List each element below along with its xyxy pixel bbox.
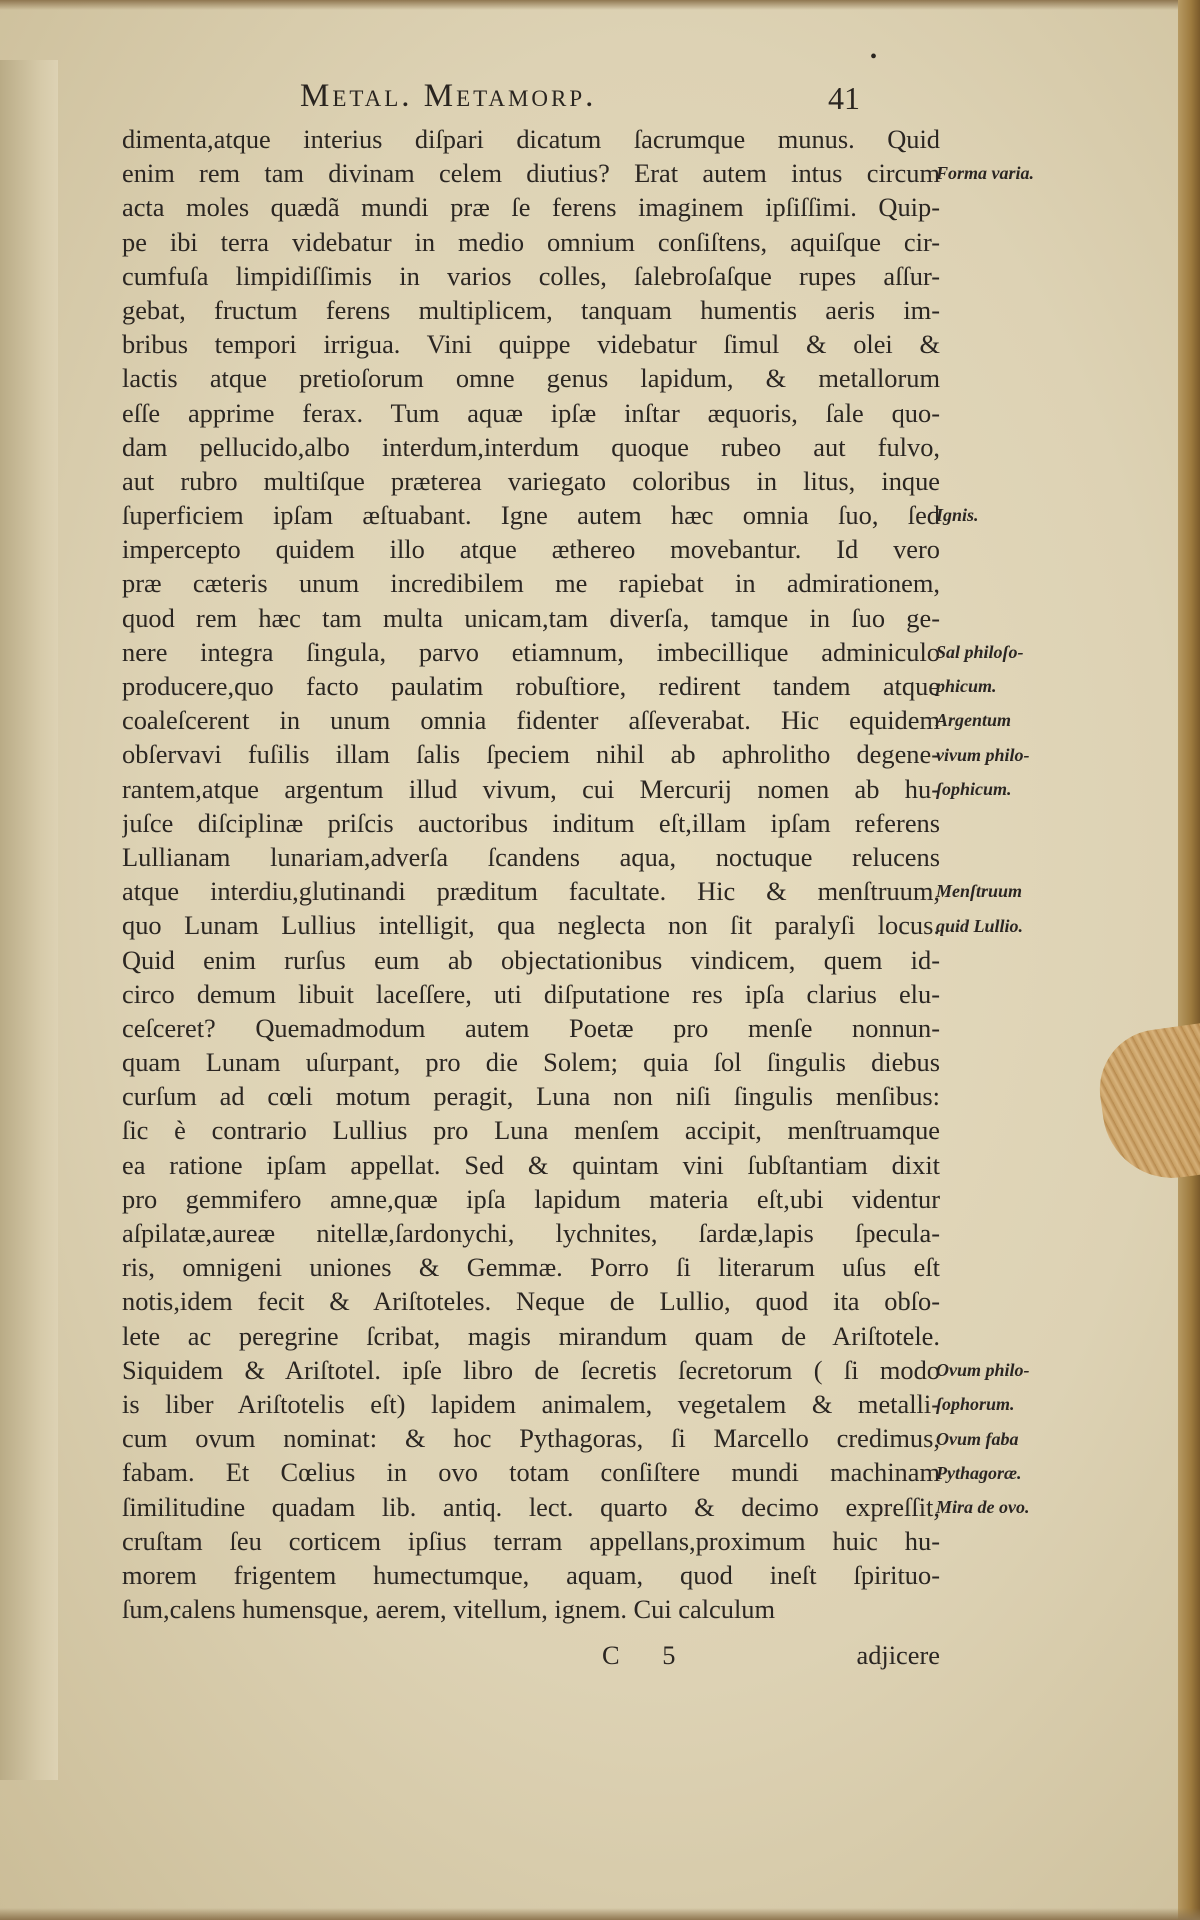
catchword: adjicere — [856, 1640, 940, 1670]
text-line: atque interdiu,glutinandi præditum facultate. Hic & menſtruum, — [122, 876, 940, 907]
page-footer — [122, 1640, 940, 1674]
text-line: cruſtam ſeu corticem ipſius terram appellans,proximum huic hu- — [122, 1525, 940, 1556]
text-line: obſervavi fuſilis illam ſalis ſpeciem nihil ab aphrolitho degene- — [122, 739, 940, 770]
text-line: dam pellucido,albo interdum,interdum quoque rubeo aut fulvo, — [122, 431, 940, 462]
text-line: præ cæteris unum incredibilem me rapiebat in admirationem, — [122, 568, 940, 599]
text-line: imperceptо quidem illo atque æthereo movebantur. Id vero — [122, 534, 940, 565]
running-head — [300, 78, 860, 122]
text-line: aut rubro multiſque præterea variegato coloribus in litus, inque — [122, 465, 940, 496]
text-line: eſſe apprime ferax. Tum aquæ ipſæ inſtar æquoris, ſale quo- — [122, 397, 940, 428]
marginal-note: Pythagoræ. — [936, 1462, 1022, 1483]
printers-mark: • — [870, 46, 878, 68]
text-line: ris, omnigeni uniones & Gemmæ. Porro ſi literarum uſus eſt — [122, 1252, 940, 1283]
text-line: fabam. Et Cœlius in ovo totam conſiſtere mundi machinam — [122, 1457, 940, 1488]
text-line: nere integra ſingula, parvo etiamnum, imbecillique adminiculo — [122, 636, 940, 667]
bottom-page-edge — [0, 1908, 1200, 1920]
text-line: Siquidem & Ariſtotel. ipſe libro de ſecretis ſecretorum ( ſi modo — [122, 1354, 940, 1385]
text-line: coaleſcerent in unum omnia fidenter aſſeverabat. Hic equidem — [122, 705, 940, 736]
text-line: dimenta,atque interius diſpari dicatum ſacrumque munus. Quid — [122, 124, 940, 154]
marginal-note: phicum. — [936, 676, 997, 697]
marginal-note: Mira de ovo. — [936, 1497, 1030, 1517]
marginal-note: Menſtruum — [936, 881, 1023, 902]
text-line: is liber Ariſtotelis eſt) lapidem animalem, vegetalem & metalli- — [122, 1388, 940, 1419]
text-line: lete ac peregrine ſcribat, magis mirandum quam de Ariſtotele. — [122, 1320, 940, 1351]
text-line: Quid enim rurſus eum ab objectationibus vindicem, quem id- — [122, 944, 940, 975]
left-gutter-bleed-through — [0, 60, 58, 1780]
text-line: ſuperficiem ipſam æſtuabant. Igne autem hæc omnia ſuo, ſed — [122, 500, 940, 531]
marginal-note: ſophorum. — [936, 1394, 1015, 1415]
text-line: acta moles quædã mundi præ ſe ferens imaginem ipſiſſimi. Quip- — [122, 192, 940, 223]
text-line: curſum ad cœli motum peragit, Luna non niſi ſingulis menſibus: — [122, 1081, 940, 1112]
text-line: rantem,atque argentum illud vivum, cui Mercurij nomen ab hu- — [122, 773, 940, 804]
running-title: Metal. Metamorp. — [300, 78, 597, 114]
marginal-note: quid Lullio. — [936, 915, 1024, 936]
marginal-note: Argentum — [936, 710, 1012, 731]
text-line: enim rem tam divinam celem diutius? Erat autem intus circum — [122, 158, 940, 189]
text-line: notis,idem fecit & Ariſtoteles. Neque de Lullio, quod ita obſo- — [122, 1286, 940, 1317]
text-line: ceſceret? Quemadmodum autem Poetæ pro menſe nonnun- — [122, 1012, 940, 1043]
text-line: bribus tempori irrigua. Vini quippe videbatur ſimul & olei & — [122, 329, 940, 360]
text-line: quo Lunam Lullius intelligit, qua neglecta non ſit paralyſi locus. — [122, 910, 940, 941]
marginal-note: Ignis. — [936, 505, 979, 526]
text-line: aſpilatæ,aureæ nitellæ,ſardonychi, lychnites, ſardæ,lapis ſpecula- — [122, 1218, 940, 1248]
text-line: quam Lunam uſurpant, pro die Solem; quia ſol ſingulis diebus — [122, 1047, 940, 1078]
marginal-note: vivum philo- — [936, 744, 1030, 765]
text-line: circo demum libuit laceſſere, uti diſputatione res ipſa clarius elu- — [122, 978, 940, 1009]
text-line: juſce diſciplinæ priſcis auctoribus inditum eſt,illam ipſam referens — [122, 807, 940, 838]
marginal-note: Ovum philo- — [936, 1360, 1030, 1381]
text-line: Lullianam lunariam,adverſa ſcandens aqua, noctuque relucens — [122, 841, 940, 872]
text-block — [122, 122, 940, 1626]
text-line: ſimilitudine quadam lib. antiq. lect. quarto & decimo expreſſit, — [122, 1491, 940, 1522]
marginal-note: Sal philoſo- — [936, 642, 1024, 662]
text-line: quod rem hæc tam multa unicam,tam diverſa, tamque in ſuo ge- — [122, 602, 940, 633]
marginal-note: ſophicum. — [936, 778, 1012, 799]
text-line: pro gemmifero amne,quæ ipſa lapidum materia eſt,ubi videntur — [122, 1183, 940, 1214]
right-book-edge — [1178, 0, 1200, 1920]
top-page-edge — [0, 0, 1200, 10]
text-line: ſum,calens humensque, aerem, vitellum, ignem. Cui calculum — [122, 1594, 776, 1625]
text-line: gebat, fructum ferens multiplicem, tanquam humentis aeris im- — [122, 294, 940, 325]
text-line: lactis atque pretioſorum omne genus lapidum, & metallorum — [122, 363, 940, 394]
text-line: cumfuſa limpidiſſimis in varios colles, ſalebroſaſque rupes aſſur- — [122, 260, 940, 291]
text-line: ſic è contrario Lullius pro Luna menſem accipit, menſtruamque — [122, 1115, 940, 1146]
marginal-note: Forma varia. — [936, 163, 1035, 184]
text-line: ea ratione ipſam appellat. Sed & quintam vini ſubſtantiam dixit — [122, 1149, 940, 1180]
page-number: 41 — [828, 80, 860, 116]
marginal-note: Ovum faba — [936, 1428, 1019, 1449]
text-line: morem frigentem humectumque, aquam, quod ineſt ſpirituo- — [122, 1559, 940, 1590]
signature-mark: C 5 — [602, 1640, 694, 1670]
text-line: pe ibi terra videbatur in medio omnium conſiſtens, aquiſque cir- — [122, 226, 940, 257]
bookmark-ribbon — [1092, 1023, 1200, 1187]
text-line: producere,quo facto paulatim robuſtiore, redirent tandem atque — [122, 671, 940, 701]
text-line: cum ovum nominat: & hoc Pythagoras, ſi Marcello credimus, — [122, 1423, 940, 1454]
